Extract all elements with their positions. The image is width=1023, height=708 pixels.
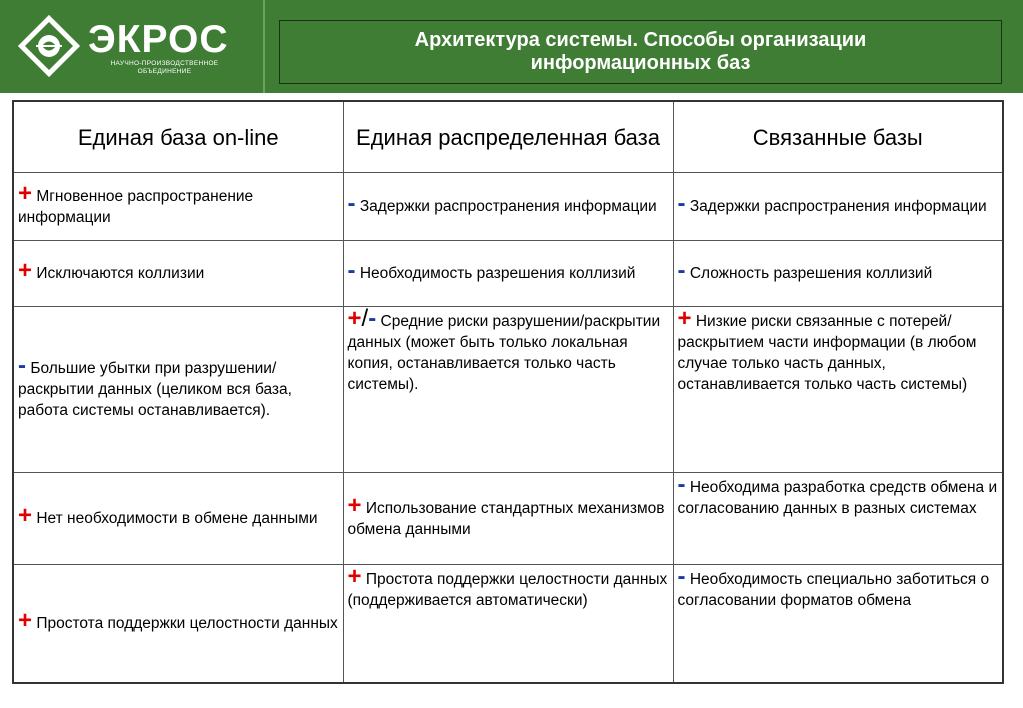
ekros-logo-icon <box>18 15 80 77</box>
cell-text: Исключаются коллизии <box>36 265 205 282</box>
cell-text: Сложность разрешения коллизий <box>689 265 933 282</box>
page-title-line2: информационных баз <box>530 52 751 74</box>
cell-text: Необходимость специально заботиться о согласовании форматов обмена <box>677 571 990 609</box>
table-cell <box>343 473 673 565</box>
sign-marker: + <box>347 563 362 590</box>
cell-text: Необходимость разрешения коллизий <box>359 265 636 282</box>
table-row <box>13 173 1003 241</box>
column-header: Единая база on-line <box>13 101 343 173</box>
table-cell <box>673 565 1003 683</box>
logo <box>0 0 265 93</box>
cell-text: Задержки распространения информации <box>359 198 657 215</box>
cell-text: Простота поддержки целостности данных <box>36 614 338 632</box>
table-cell <box>673 473 1003 565</box>
sign-marker: + <box>677 305 692 332</box>
cell-text: Большие убытки при разрушении/раскрытии данных (целиком вся база, работа системы останавливается). <box>18 360 292 419</box>
cell-text: Нет необходимости в обмене данными <box>36 510 318 527</box>
sign-marker: - <box>347 257 356 284</box>
sign-marker: - <box>677 563 686 590</box>
table-cell <box>673 173 1003 241</box>
sign-marker: + <box>18 502 33 529</box>
table-header-row <box>13 101 1003 173</box>
table-cell <box>673 307 1003 473</box>
table-row <box>13 565 1003 683</box>
sign-marker: - <box>677 471 686 498</box>
sign-marker: - <box>677 257 686 284</box>
page-title <box>279 20 1002 84</box>
logo-subtitle-line2: ОБЪЕДИНЕНИЕ <box>137 68 192 75</box>
cell-text: Средние риски разрушении/раскрытии данных (может быть только локальная копия, останавливается только часть системы). <box>347 313 661 393</box>
column-header: Единая распределенная база <box>343 101 673 173</box>
sign-marker: +/- <box>347 305 377 332</box>
cell-text: Низкие риски связанные с потерей/раскрытием части информации (в любом случае только часть данных, останавливается только часть системы) <box>677 313 977 393</box>
page-title-line1: Архитектура системы. Способы организации <box>414 29 867 51</box>
sign-marker: + <box>18 606 33 634</box>
logo-wordmark: ЭКРОС <box>88 18 229 61</box>
table-cell <box>673 241 1003 307</box>
table-cell <box>13 307 343 473</box>
logo-subtitle-line1: НАУЧНО-ПРОИЗВОДСТВЕННОЕ <box>110 60 219 67</box>
logo-subtitle <box>92 60 237 76</box>
table-cell <box>343 565 673 683</box>
cell-text: Простота поддержки целостности данных (поддерживается автоматически) <box>347 571 668 609</box>
table-cell <box>13 173 343 241</box>
table-cell <box>13 565 343 683</box>
sign-marker: - <box>18 352 26 379</box>
table-cell <box>13 241 343 307</box>
header-bar <box>0 0 1023 93</box>
sign-marker: + <box>347 491 362 519</box>
table-cell <box>343 307 673 473</box>
table-cell <box>343 241 673 307</box>
sign-marker: - <box>347 190 356 217</box>
table-row <box>13 241 1003 307</box>
column-header: Связанные базы <box>673 101 1003 173</box>
cell-text: Задержки распространения информации <box>689 198 987 215</box>
sign-marker: + <box>18 179 33 207</box>
sign-marker: + <box>18 257 33 284</box>
cell-text: Мгновенное распространение информации <box>18 187 254 226</box>
cell-text: Использование стандартных механизмов обмена данными <box>347 499 665 538</box>
cell-text: Необходима разработка средств обмена и согласованию данных в разных системах <box>677 479 998 517</box>
table-row <box>13 307 1003 473</box>
table-row <box>13 473 1003 565</box>
comparison-table <box>12 100 1004 684</box>
table-cell <box>343 173 673 241</box>
table-cell <box>13 473 343 565</box>
sign-marker: - <box>677 190 686 217</box>
